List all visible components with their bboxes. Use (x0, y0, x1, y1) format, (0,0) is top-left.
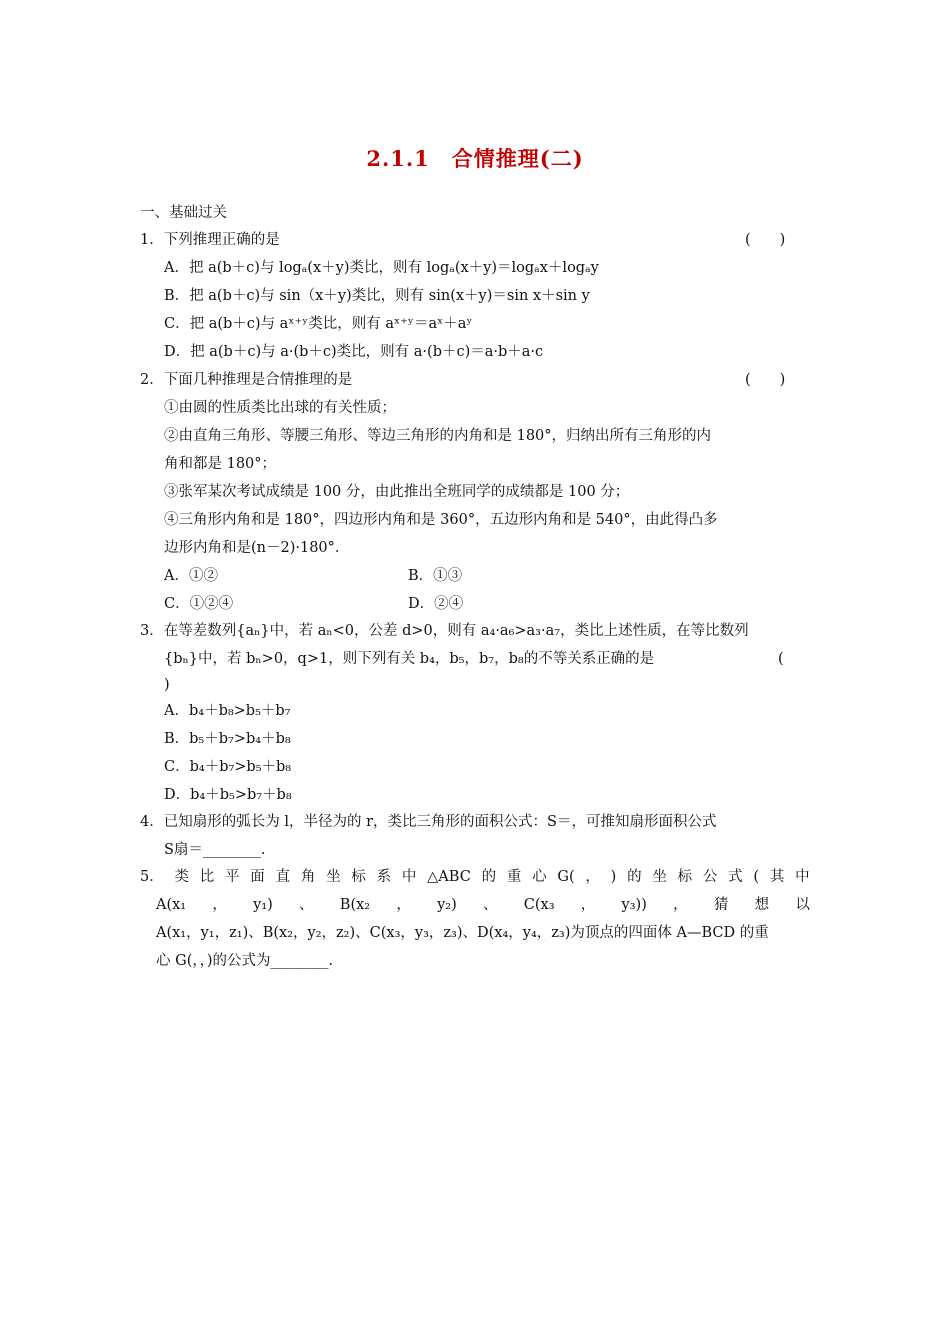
q5-line2-cell: ， (212, 897, 227, 913)
q5-line2-cell: y₂) (437, 897, 457, 913)
page-title: 2.1.1 合情推理(二) (366, 146, 584, 171)
q5-line2-cell: 、 (483, 897, 498, 913)
q5-line1-cell: 心 (532, 869, 547, 885)
q5-line1-cell: △ABC (427, 869, 471, 885)
q3-option-b: B．b₅＋b₇>b₄＋b₈ (164, 731, 291, 747)
q5-line1-cell: 面 (250, 869, 265, 885)
q5-line1-cell: 公 (702, 869, 718, 885)
q2-option-d: D．②④ (408, 596, 464, 612)
q5-line-4: 心 G(，，)的公式为________. (156, 953, 334, 969)
q5-line2-cell: 想 (754, 897, 770, 913)
q5-line2-cell: A(x₁ (156, 897, 187, 913)
q5-line1-cell: 坐 (326, 869, 341, 885)
q2-item-4: ④三角形内角和是 180°，四边形内角和是 360°，五边形内角和是 540°，由此得凸多 (164, 512, 718, 528)
q1-option-d: D．把 a(b＋c)与 a·(b＋c)类比，则有 a·(b＋c)＝a·b＋a·c (164, 344, 544, 360)
q1-option-b: B．把 a(b＋c)与 sin（x＋y)类比，则有 sin(x＋y)＝sin x＋sin y (164, 288, 590, 304)
q3-option-c: C．b₄＋b₇>b₅＋b₈ (164, 759, 292, 775)
q5-line2-cell: 猜 (713, 897, 729, 913)
q5-line1-cell: 直 (275, 869, 291, 885)
q3-answer-paren-close: ) (164, 677, 170, 693)
q1-option-a: A．把 a(b＋c)与 logₐ(x＋y)类比，则有 logₐ(x＋y)＝logₐx＋logₐy (164, 260, 599, 276)
q1-option-c: C．把 a(b＋c)与 aˣ⁺ʸ类比，则有 aˣ⁺ʸ＝aˣ＋aʸ (164, 316, 473, 332)
q2-item-2: ②由直角三角形、等腰三角形、等边三角形的内角和是 180°，归纳出所有三角形的内 (164, 428, 712, 444)
q5-line1-cell: ， (585, 869, 600, 885)
section-heading: 一、基础过关 (140, 205, 227, 221)
q2-answer-paren: ( ) (745, 372, 786, 388)
q3-option-a: A．b₄＋b₈>b₅＋b₇ (164, 703, 291, 719)
q3-option-d: D．b₄＋b₅>b₇＋b₈ (164, 787, 292, 803)
q5-line1-cell: 其 (769, 869, 785, 885)
q4-line-1: 4．已知扇形的弧长为 l，半径为的 r，类比三角形的面积公式：S＝，可推知扇形面积公式 (140, 814, 717, 830)
q5-line-1 (140, 867, 810, 887)
q5-line2-cell: y₃)) (621, 897, 647, 913)
q5-line1-cell: 重 (506, 869, 522, 885)
q4-line-2: S扇＝________. (164, 842, 266, 858)
q5-line1-cell: 式 (728, 869, 743, 885)
q5-line2-cell: ， (673, 897, 688, 913)
q2-option-b: B．①③ (408, 568, 463, 584)
q2-item-3: ③张军某次考试成绩是 100 分，由此推出全班同学的成绩都是 100 分； (164, 484, 630, 500)
q5-line1-cell: 平 (225, 869, 240, 885)
q5-line-3: A(x₁，y₁，z₁)、B(x₂，y₂，z₂)、C(x₃，y₃，z₃)、D(x₄，y₄，z₃)为顶点的四面体 A—BCD 的重 (156, 925, 769, 941)
q3-line-1: 3．在等差数列{aₙ}中，若 aₙ<0，公差 d>0，则有 a₄·a₆>a₃·a₇，类比上述性质，在等比数列 (140, 623, 749, 639)
q5-line1-cell: 的 (627, 869, 642, 885)
q5-line2-cell: 以 (795, 897, 810, 913)
q5-line1-cell: 比 (199, 869, 215, 885)
q5-line2-cell: 、 (299, 897, 314, 913)
q5-line1-cell: ( (753, 869, 760, 885)
q2-item-4-cont: 边形内角和是(n－2)·180°． (164, 540, 350, 556)
q5-line2-cell: y₁) (253, 897, 273, 913)
q1-answer-paren: ( ) (745, 232, 786, 248)
q5-line1-cell: 角 (300, 869, 316, 885)
q5-line1-cell: 坐 (652, 869, 667, 885)
q2-option-a: A．①② (164, 568, 218, 584)
q3-answer-paren-open: ( (778, 651, 784, 667)
q5-line1-cell: 类 (174, 869, 189, 885)
q5-line2-cell: ， (580, 897, 596, 913)
q5-line1-cell: 标 (677, 869, 693, 885)
q5-line1-cell: 中 (401, 869, 417, 885)
q2-option-c: C．①②④ (164, 596, 234, 612)
q5-line-2 (156, 895, 810, 915)
q5-line2-cell: ， (396, 897, 411, 913)
q5-line1-cell: 中 (795, 869, 810, 885)
q2-item-2-cont: 角和都是 180°； (164, 456, 277, 472)
q5-line2-cell: C(x₃ (523, 897, 555, 913)
q5-line1-cell: 标 (351, 869, 366, 885)
q3-line-2: {bₙ}中，若 bₙ>0，q>1，则下列有关 b₄，b₅，b₇，b₈的不等关系正确的是 (164, 651, 655, 667)
q5-line1-cell: ) (610, 869, 617, 885)
q5-line1-cell: 系 (376, 869, 392, 885)
q5-line2-cell: B(x₂ (339, 897, 371, 913)
q5-line1-cell: G( (557, 869, 575, 885)
q5-line1-cell: 5． (140, 869, 164, 885)
q1-stem: 1．下列推理正确的是 (140, 232, 280, 248)
q5-line1-cell: 的 (481, 869, 497, 885)
q2-item-1: ①由圆的性质类比出球的有关性质； (164, 400, 396, 416)
q2-stem: 2．下面几种推理是合情推理的是 (140, 372, 353, 388)
